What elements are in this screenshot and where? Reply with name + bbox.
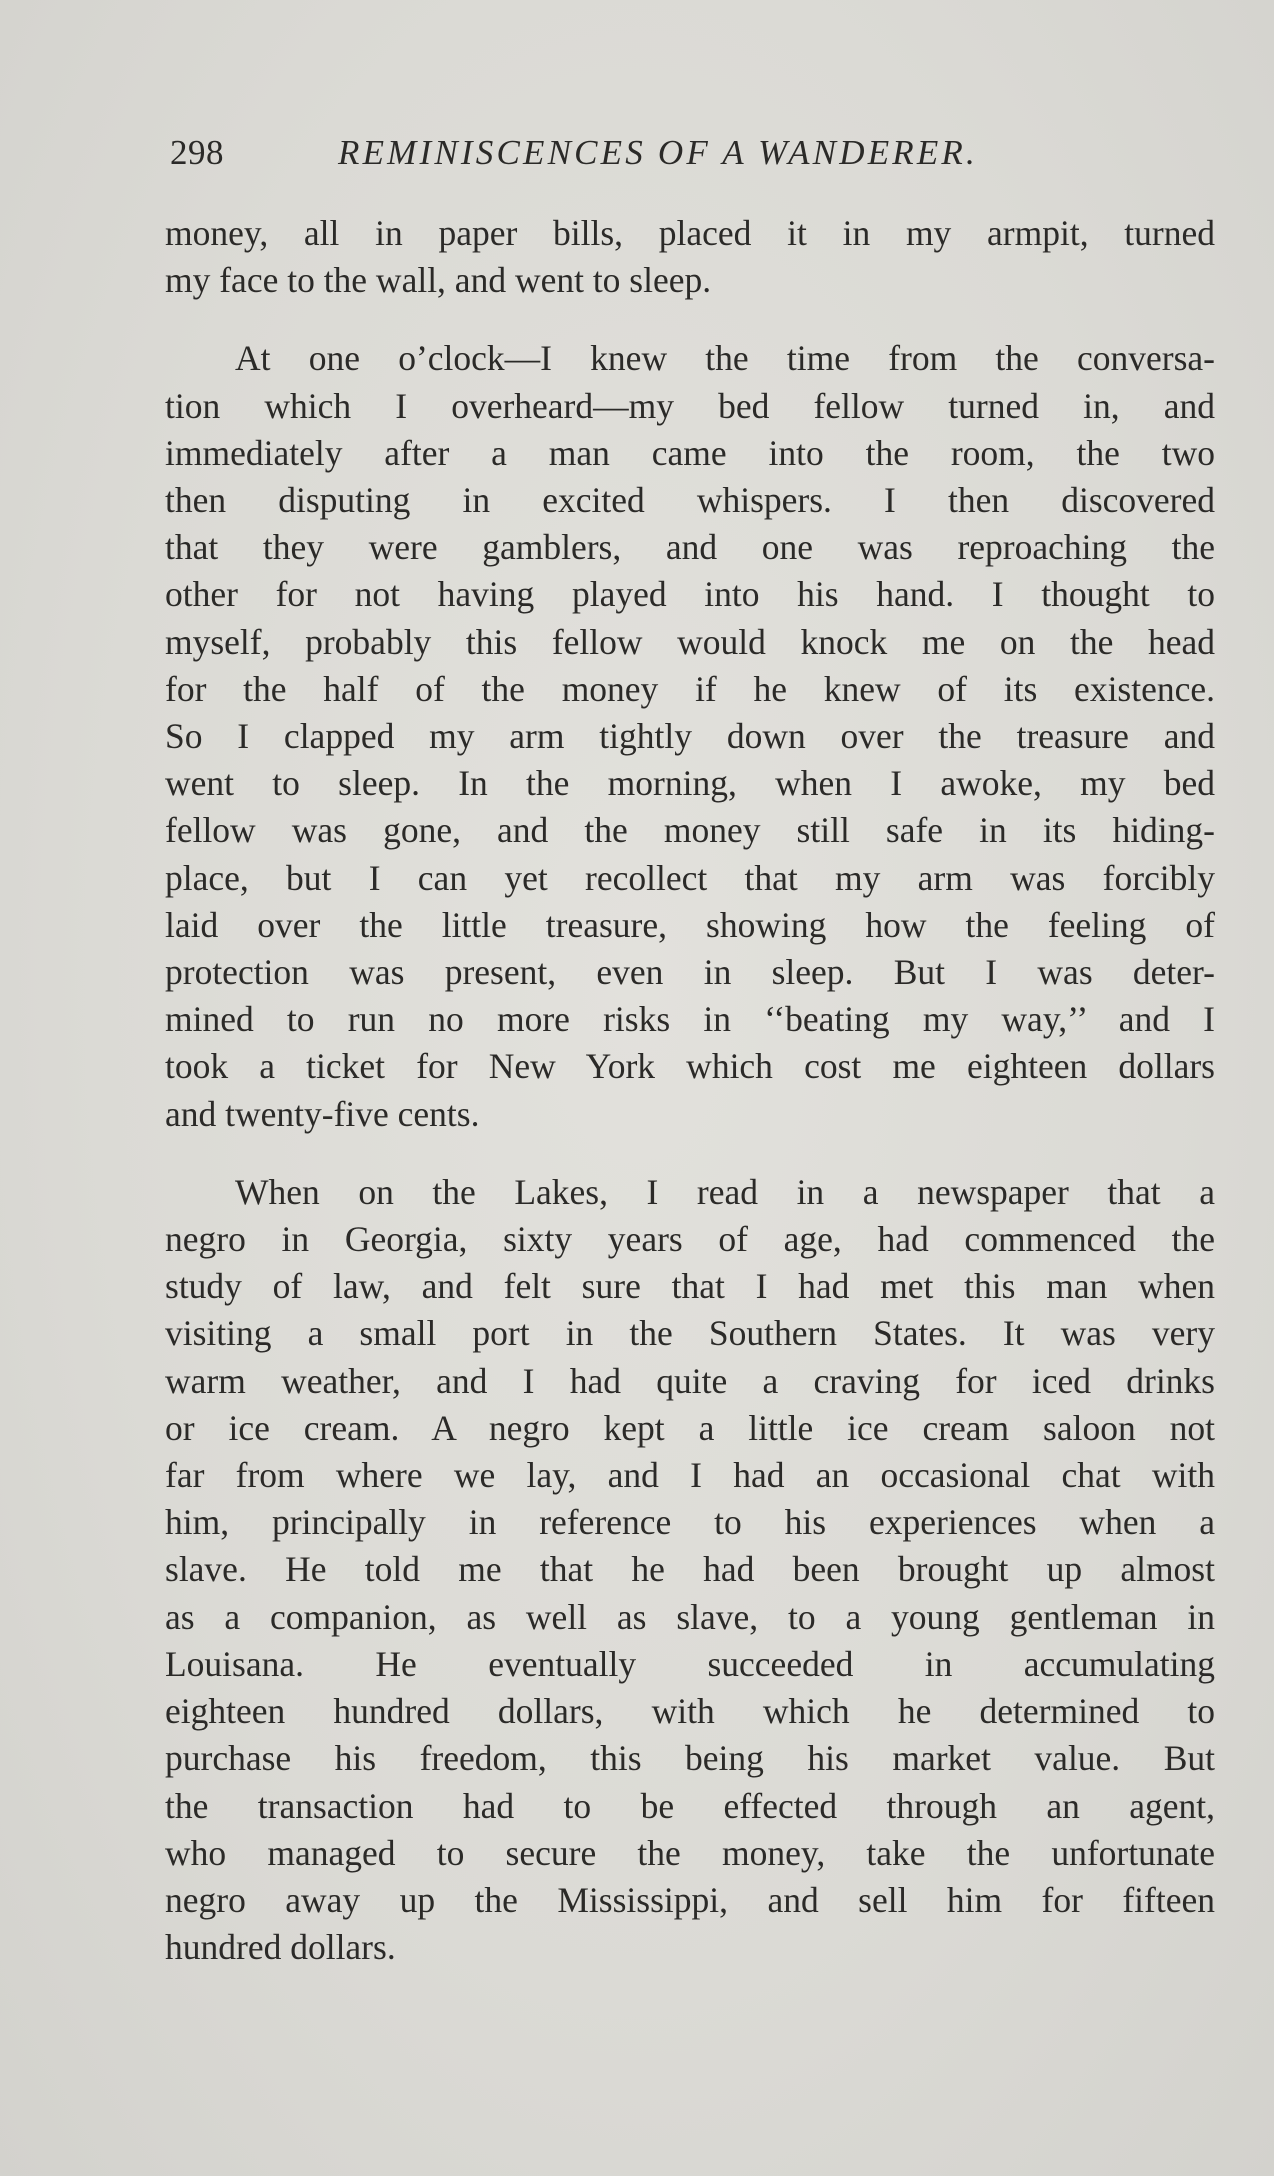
text-line: study of law, and felt sure that I had met this man when [165, 1266, 1215, 1307]
text-line: then disputing in excited whispers. I then discovered [165, 480, 1215, 521]
text-line: took a ticket for New York which cost me eighteen dollars [165, 1046, 1215, 1087]
paragraph-3 [165, 1169, 1215, 1971]
text-line: warm weather, and I had quite a craving for iced drinks [165, 1360, 1215, 1401]
text-line: as a companion, as well as slave, to a young gentleman in [165, 1596, 1215, 1637]
text-line: him, principally in reference to his experiences when a [165, 1502, 1215, 1543]
text-line: myself, probably this fellow would knock me on the head [165, 621, 1215, 662]
text-line: protection was present, even in sleep. But I was deter- [165, 952, 1215, 993]
paragraph-gap [165, 1138, 1215, 1169]
text-line: who managed to secure the money, take the unfortunate [165, 1832, 1215, 1873]
text-line: negro away up the Mississippi, and sell him for fifteen [165, 1879, 1215, 1920]
paragraph-gap [165, 304, 1215, 335]
text-line: tion which I overheard—my bed fellow turned in, and [165, 385, 1215, 426]
text-line: place, but I can yet recollect that my arm was forcibly [165, 857, 1215, 898]
text-line: At one o’clock—I knew the time from the conversa- [235, 338, 1215, 379]
text-line: Louisana. He eventually succeeded in accumulating [165, 1643, 1215, 1684]
text-line: When on the Lakes, I read in a newspaper that a [235, 1171, 1215, 1212]
text-line: negro in Georgia, sixty years of age, had commenced the [165, 1219, 1215, 1260]
text-line: purchase his freedom, this being his market value. But [165, 1738, 1215, 1779]
page-number: 298 [170, 133, 224, 172]
text-line: the transaction had to be effected through an agent, [165, 1785, 1215, 1826]
page-header [170, 128, 1090, 178]
text-line: mined to run no more risks in ‘‘beating my way,’’ and I [165, 999, 1215, 1040]
paragraph-1 [165, 210, 1215, 304]
text-line: for the half of the money if he knew of its existence. [165, 668, 1215, 709]
paragraph-2 [165, 335, 1215, 1137]
text-line: eighteen hundred dollars, with which he determined to [165, 1691, 1215, 1732]
text-line: and twenty-five cents. [165, 1093, 480, 1134]
text-line: money, all in paper bills, placed it in my armpit, turned [165, 213, 1215, 253]
text-line: my face to the wall, and went to sleep. [165, 260, 712, 301]
text-line: laid over the little treasure, showing how the feeling of [165, 904, 1215, 945]
text-line: other for not having played into his hand. I thought to [165, 574, 1215, 615]
running-title: REMINISCENCES OF A WANDERER. [338, 133, 978, 172]
page-body [165, 210, 1215, 1971]
text-line: fellow was gone, and the money still safe in its hiding- [165, 810, 1215, 851]
text-line: that they were gamblers, and one was reproaching the [165, 527, 1215, 568]
text-line: immediately after a man came into the room, the two [165, 432, 1215, 473]
text-line: slave. He told me that he had been brought up almost [165, 1549, 1215, 1590]
text-line: far from where we lay, and I had an occasional chat with [165, 1455, 1215, 1496]
text-line: or ice cream. A negro kept a little ice cream saloon not [165, 1407, 1215, 1448]
text-line: So I clapped my arm tightly down over the treasure and [165, 716, 1215, 757]
text-line: went to sleep. In the morning, when I awoke, my bed [165, 763, 1215, 804]
text-line: visiting a small port in the Southern States. It was very [165, 1313, 1215, 1354]
text-line: hundred dollars. [165, 1927, 396, 1968]
